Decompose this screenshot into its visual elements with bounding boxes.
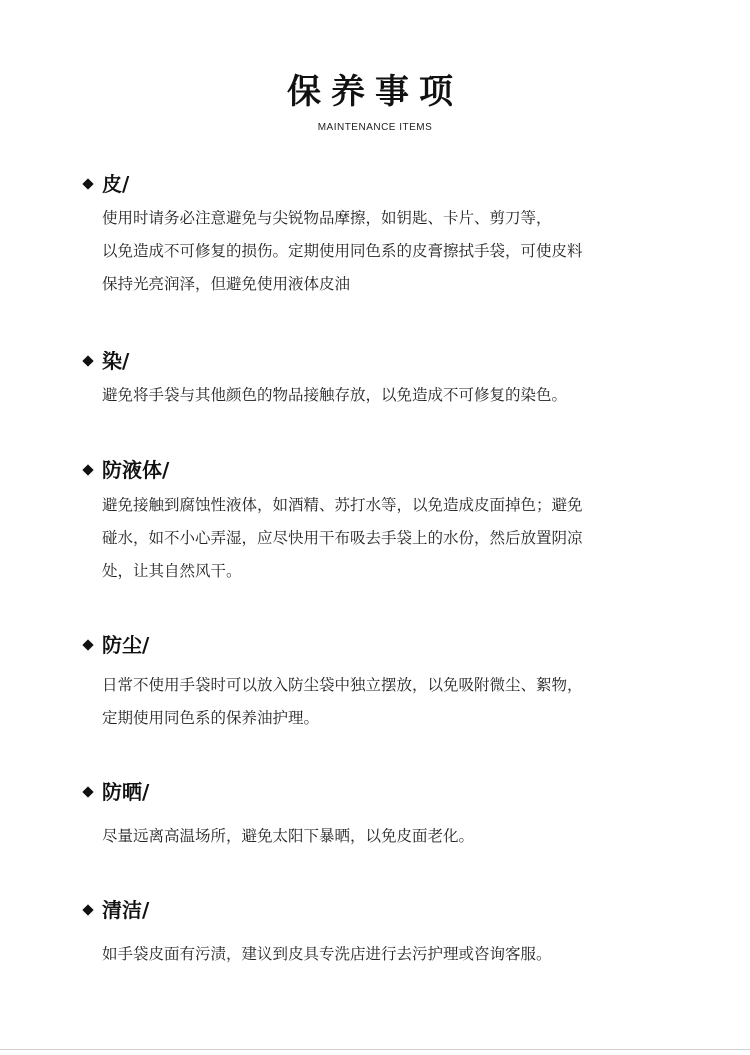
section-heading-text: 防晒/ [102, 780, 150, 804]
body-line: 碰水，如不小心弄湿，应尽快用干布吸去手袋上的水份，然后放置阴凉 [102, 529, 583, 547]
body-line: 日常不使用手袋时可以放入防尘袋中独立摆放，以免吸附微尘、絮物， [102, 676, 583, 694]
section-heading [82, 456, 682, 484]
body-line: 使用时请务必注意避免与尖锐物品摩擦，如钥匙、卡片、剪刀等， [102, 209, 552, 227]
section-sun-protection [82, 778, 682, 853]
body-line: 如手袋皮面有污渍，建议到皮具专洗店进行去污护理或咨询客服。 [102, 945, 552, 963]
section-heading-text: 清洁/ [102, 898, 150, 922]
section-leather [82, 170, 682, 301]
section-heading [82, 778, 682, 806]
body-line: 处，让其自然风干。 [102, 562, 242, 580]
body-line: 避免接触到腐蚀性液体，如酒精、苏打水等，以免造成皮面掉色；避免 [102, 496, 583, 514]
diamond-bullet-icon [82, 786, 93, 797]
section-body [102, 669, 682, 735]
section-heading-text: 皮/ [102, 172, 130, 196]
body-line: 尽量远离高温场所，避免太阳下暴晒，以免皮面老化。 [102, 827, 475, 845]
section-dye [82, 347, 682, 412]
section-liquid-protection [82, 456, 682, 588]
section-cleaning [82, 896, 682, 971]
section-heading [82, 347, 682, 375]
section-heading-text: 染/ [102, 349, 130, 373]
body-line: 避免将手袋与其他颜色的物品接触存放，以免造成不可修复的染色。 [102, 386, 568, 404]
section-heading [82, 170, 682, 198]
page-subtitle: MAINTENANCE ITEMS [317, 122, 433, 133]
body-line: 保持光亮润泽，但避免使用液体皮油 [102, 275, 351, 293]
page-title: 保养事项 [287, 72, 463, 112]
section-heading [82, 896, 682, 924]
section-heading-text: 防液体/ [102, 458, 170, 482]
diamond-bullet-icon [82, 178, 93, 189]
section-body [102, 489, 682, 588]
diamond-bullet-icon [82, 464, 93, 475]
diamond-bullet-icon [82, 904, 93, 915]
bottom-divider [0, 1049, 750, 1050]
section-body [102, 938, 682, 971]
section-dust-protection [82, 631, 682, 735]
section-body [102, 379, 682, 412]
diamond-bullet-icon [82, 355, 93, 366]
body-line: 以免造成不可修复的损伤。定期使用同色系的皮膏擦拭手袋，可使皮料 [102, 242, 583, 260]
section-body [102, 820, 682, 853]
section-body [102, 202, 682, 301]
section-heading [82, 631, 682, 659]
body-line: 定期使用同色系的保养油护理。 [102, 709, 320, 727]
diamond-bullet-icon [82, 639, 93, 650]
section-heading-text: 防尘/ [102, 633, 150, 657]
